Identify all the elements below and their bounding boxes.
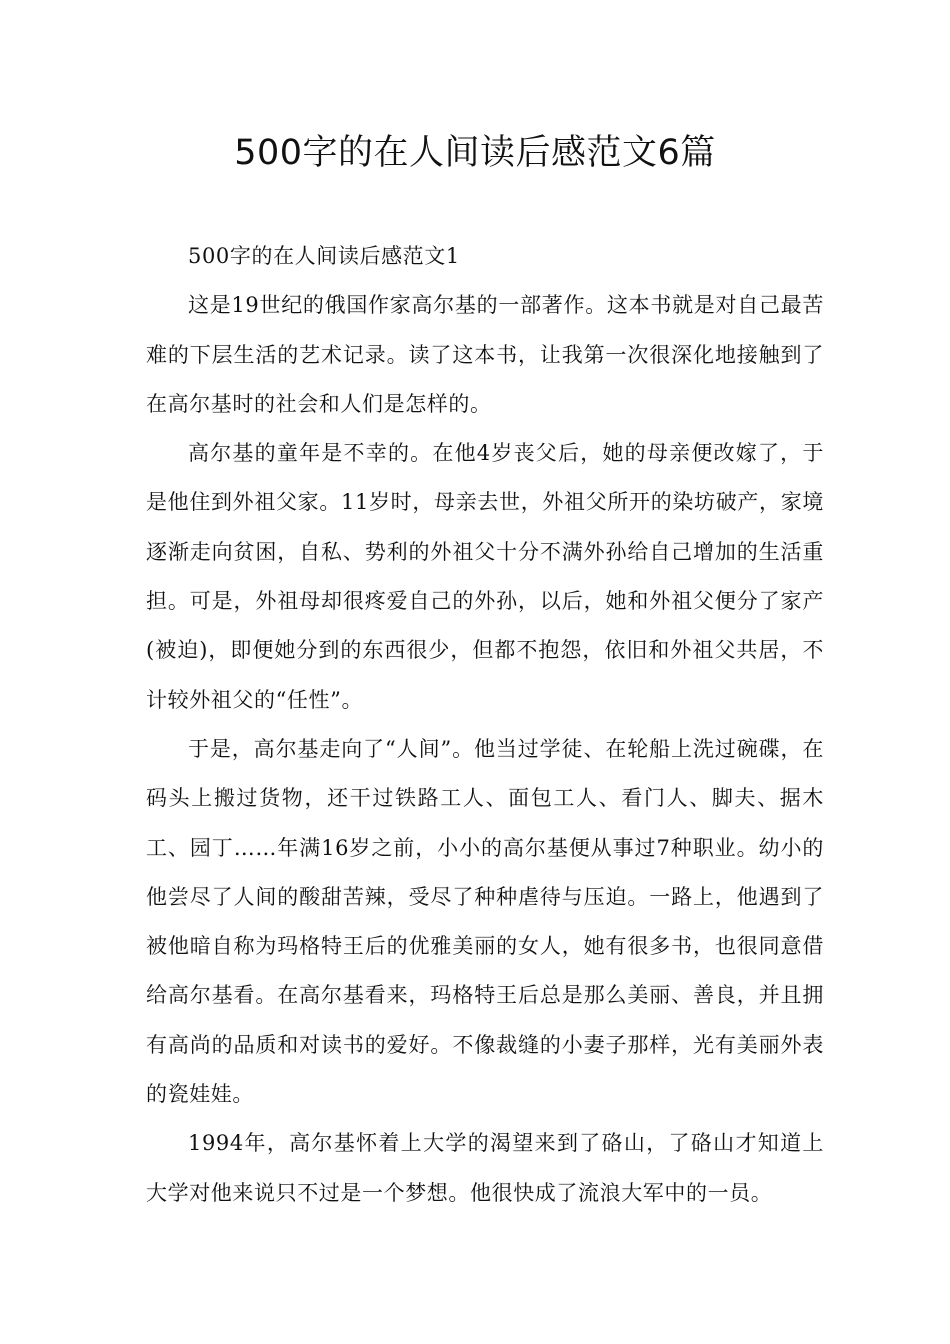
paragraph: 这是19世纪的俄国作家高尔基的一部著作。这本书就是对自己最苦难的下层生活的艺术记录。读了这本书，让我第一次很深化地接触到了在高尔基时的社会和人们是怎样的。	[146, 293, 824, 416]
paragraph: 1994年，高尔基怀着上大学的渴望来到了硌山，了硌山才知道上大学对他来说只不过是一个梦想。他很快成了流浪大军中的一员。	[146, 1131, 824, 1205]
document-body	[146, 232, 824, 1218]
document-title: 500字的在人间读后感范文6篇	[234, 133, 716, 173]
paragraph: 于是，高尔基走向了“人间”。他当过学徒、在轮船上洗过碗碟，在码头上搬过货物，还干过铁路工人、面包工人、看门人、脚夫、据木工、园丁……年满16岁之前，小小的高尔基便从事过7种职业。幼小的他尝尽了人间的酸甜苦辣，受尽了种种虐待与压迫。一路上，他遇到了被他暗自称为玛格特王后的优雅美丽的女人，她有很多书，也很同意借给高尔基看。在高尔基看来，玛格特王后总是那么美丽、善良，并且拥有高尚的品质和对读书的爱好。不像裁缝的小妻子那样，光有美丽外表的瓷娃娃。	[146, 736, 824, 1107]
paragraph: 高尔基的童年是不幸的。在他4岁丧父后，她的母亲便改嫁了，于是他住到外祖父家。11岁时，母亲去世，外祖父所开的染坊破产，家境逐渐走向贫困，自私、势利的外祖父十分不满外孙给自己增加的生活重担。可是，外祖母却很疼爱自己的外孙，以后，她和外祖父便分了家产(被迫)，即便她分到的东西很少，但都不抱怨，依旧和外祖父共居，不计较外祖父的“任性”。	[146, 441, 824, 712]
section-heading: 500字的在人间读后感范文1	[188, 244, 460, 268]
